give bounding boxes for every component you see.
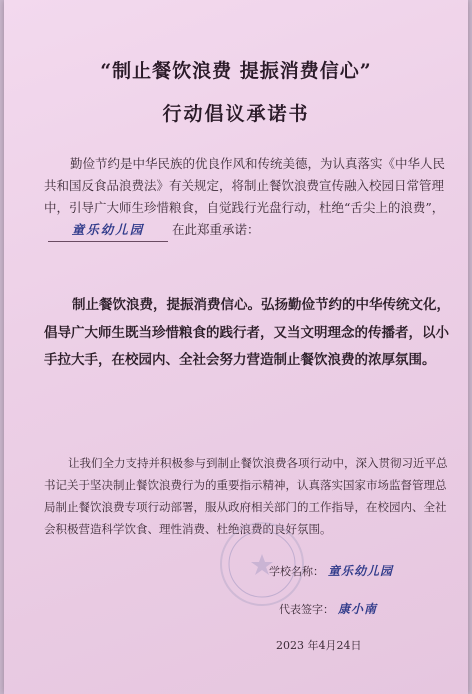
school-name-row (269, 562, 393, 579)
representative-row (279, 600, 377, 617)
document-page (4, 0, 468, 694)
closing-paragraph: 让我们全力支持并积极参与到制止餐饮浪费各项行动中，深入贯彻习近平总书记关于坚决制止餐饮浪费行为的重要指示精神，认真落实国家市场监督管理总局制止餐饮浪费专项行动部署，服从政府相关部门的工作指导，在校园内、全社会积极营造科学饮食、理性消费、杜绝浪费的良好氛围。 (44, 456, 448, 536)
intro-paragraph (44, 153, 452, 242)
date-month-day: 年4月24日 (307, 639, 362, 652)
representative-label: 代表签字： (279, 603, 334, 616)
school-name-label: 学校名称： (269, 565, 324, 578)
handwritten-school-name: 童乐幼儿园 (48, 219, 168, 242)
document-title: “制止餐饮浪费 提振消费信心” (100, 60, 372, 82)
pledge-paragraph: 制止餐饮浪费，提振消费信心。弘扬勤俭节约的中华传统文化，倡导广大师生既当珍惜粮食的践行者，又当文明理念的传播者，以小手拉大手，在校园内、全社会努力营造制止餐饮浪费的浓厚氛围。 (44, 297, 450, 368)
signing-date (276, 637, 362, 653)
representative-signature: 康小南 (338, 602, 378, 616)
date-year: 2023 (276, 639, 304, 652)
document-subtitle: 行动倡议承诺书 (162, 103, 310, 125)
intro-text: 勤俭节约是中华民族的优良作风和传统美德，为认真落实《中华人民共和国反食品浪费法》有关规定，将制止餐饮浪费宣传融入校园日常管理中，引导广大师生珍惜粮食，自觉践行光盘行动，杜绝“舌尖上的浪费”， (44, 156, 446, 215)
intro-tail-text: 在此郑重承诺： (172, 222, 260, 237)
school-name-signature: 童乐幼儿园 (328, 564, 394, 578)
